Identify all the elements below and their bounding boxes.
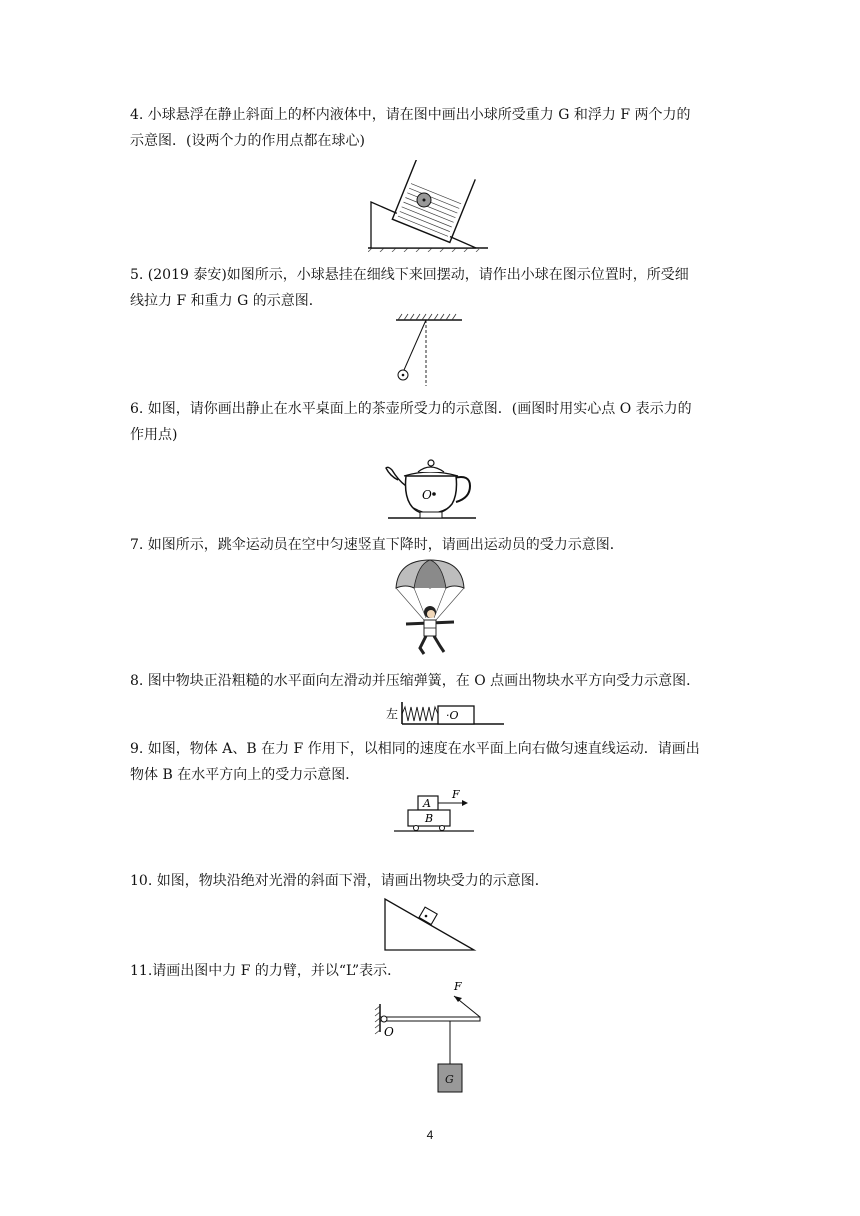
question-5-line1: 5. (2019 泰安)如图所示，小球悬挂在细线下来回摆动，请作出小球在图示位置时，所受细	[130, 267, 689, 283]
question-6	[130, 396, 740, 448]
figure-pendulum	[394, 312, 464, 388]
question-4	[130, 102, 740, 154]
spring-point-label: ·O	[446, 709, 459, 722]
question-9	[130, 736, 740, 788]
question-4-line1: 4. 小球悬浮在静止斜面上的杯内液体中，请在图中画出小球所受重力 G 和浮力 F 两个力的	[130, 107, 691, 123]
figure-spring-block	[384, 698, 506, 728]
question-8	[130, 668, 740, 694]
lever-pivot-label: O	[384, 1025, 394, 1039]
question-4-line2: 示意图．(设两个力的作用点都在球心)	[130, 133, 365, 149]
question-9-line1: 9. 如图，物体 A、B 在力 F 作用下，以相同的速度在水平面上向右做匀速直线运动．请画出	[130, 741, 700, 757]
question-6-line1: 6. 如图，请你画出静止在水平桌面上的茶壶所受力的示意图．(画图时用实心点 O 表示力的	[130, 401, 692, 417]
figure-lever	[374, 980, 486, 1098]
figure-parachutist	[394, 558, 466, 662]
question-5-line2: 线拉力 F 和重力 G 的示意图．	[130, 293, 323, 309]
weight-label: G	[445, 1073, 454, 1086]
figure-blocks-ab	[392, 788, 476, 838]
question-6-line2: 作用点)	[130, 427, 178, 443]
question-5	[130, 262, 740, 314]
question-10	[130, 868, 740, 894]
block-a-label: A	[423, 797, 431, 810]
question-7-line1: 7. 如图所示，跳伞运动员在空中匀速竖直下降时，请画出运动员的受力示意图．	[130, 537, 624, 553]
lever-force-label: F	[454, 980, 462, 993]
figure-teapot	[384, 452, 480, 522]
question-9-line2: 物体 B 在水平方向上的受力示意图．	[130, 767, 360, 783]
question-8-line1: 8. 图中物块正沿粗糙的水平面向左滑动并压缩弹簧，在 O 点画出物块水平方向受力示意图．	[130, 673, 701, 689]
figure-smooth-incline	[382, 896, 478, 954]
teapot-point-label: O	[422, 488, 432, 502]
question-11-line1: 11.请画出图中力 F 的力臂，并以“L”表示．	[130, 963, 402, 979]
page-number: 4	[426, 1128, 434, 1142]
question-7	[130, 532, 740, 558]
force-f-label: F	[452, 788, 460, 801]
question-10-line1: 10. 如图，物块沿绝对光滑的斜面下滑，请画出物块受力的示意图．	[130, 873, 549, 889]
left-label: 左	[386, 707, 399, 721]
block-b-label: B	[425, 812, 434, 825]
figure-cup-on-incline	[368, 160, 488, 252]
